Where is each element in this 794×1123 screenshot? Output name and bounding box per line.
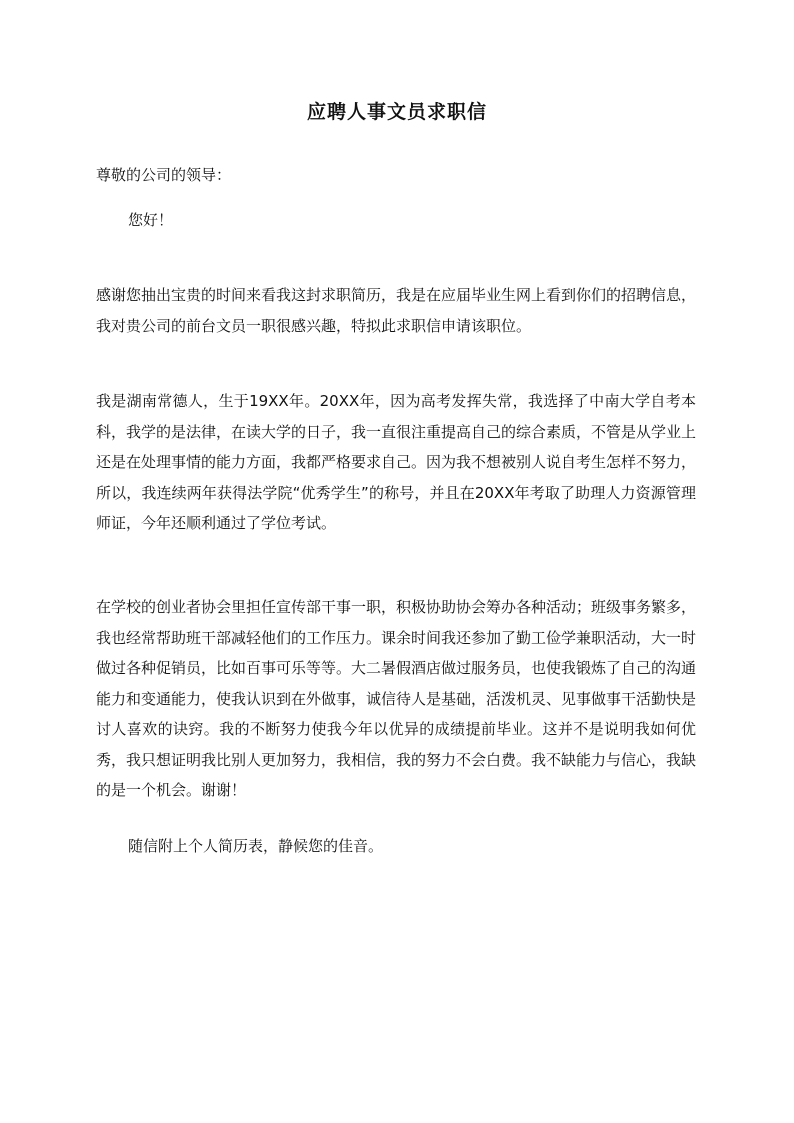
body-paragraph-2: 我是湖南常德人，生于19XX年。20XX年，因为高考发挥失常，我选择了中南大学自考本科，我学的是法律，在读大学的日子，我一直很注重提高自己的综合素质，不管是从学业上还是在处理事情的能力方面，我都严格要求自己。因为我不想被别人说自考生怎样不努力，所以，我连续两年获得法学院“优秀学生”的称号，并且在20XX年考取了助理人力资源管理师证，今年还顺利通过了学位考试。	[96, 392, 697, 532]
letter-closing: 随信附上个人简历表，静候您的佳音。	[128, 837, 384, 855]
body-paragraph-3: 在学校的创业者协会里担任宣传部干事一职，积极协助协会筹办各种活动；班级事务繁多，我也经常帮助班干部减轻他们的工作压力。课余时间我还参加了勤工俭学兼职活动，大一时做过各种促销员，比如百事可乐等等。大二暑假酒店做过服务员，也使我锻炼了自己的沟通能力和变通能力，使我认识到在外做事，诚信待人是基础，活泼机灵、见事做事干活勤快是讨人喜欢的诀窍。我的不断努力使我今年以优异的成绩提前毕业。这并不是说明我如何优秀，我只想证明我比别人更加努力，我相信，我的努力不会白费。我不缺能力与信心，我缺的是一个机会。谢谢！	[96, 598, 697, 799]
letter-greeting: 您好！	[128, 211, 174, 229]
letter-title: 应聘人事文员求职信	[306, 101, 487, 123]
body-paragraph-1: 感谢您抽出宝贵的时间来看我这封求职简历，我是在应届毕业生网上看到你们的招聘信息，我对贵公司的前台文员一职很感兴趣，特拟此求职信申请该职位。	[96, 286, 697, 335]
letter-salutation: 尊敬的公司的领导：	[96, 166, 232, 184]
